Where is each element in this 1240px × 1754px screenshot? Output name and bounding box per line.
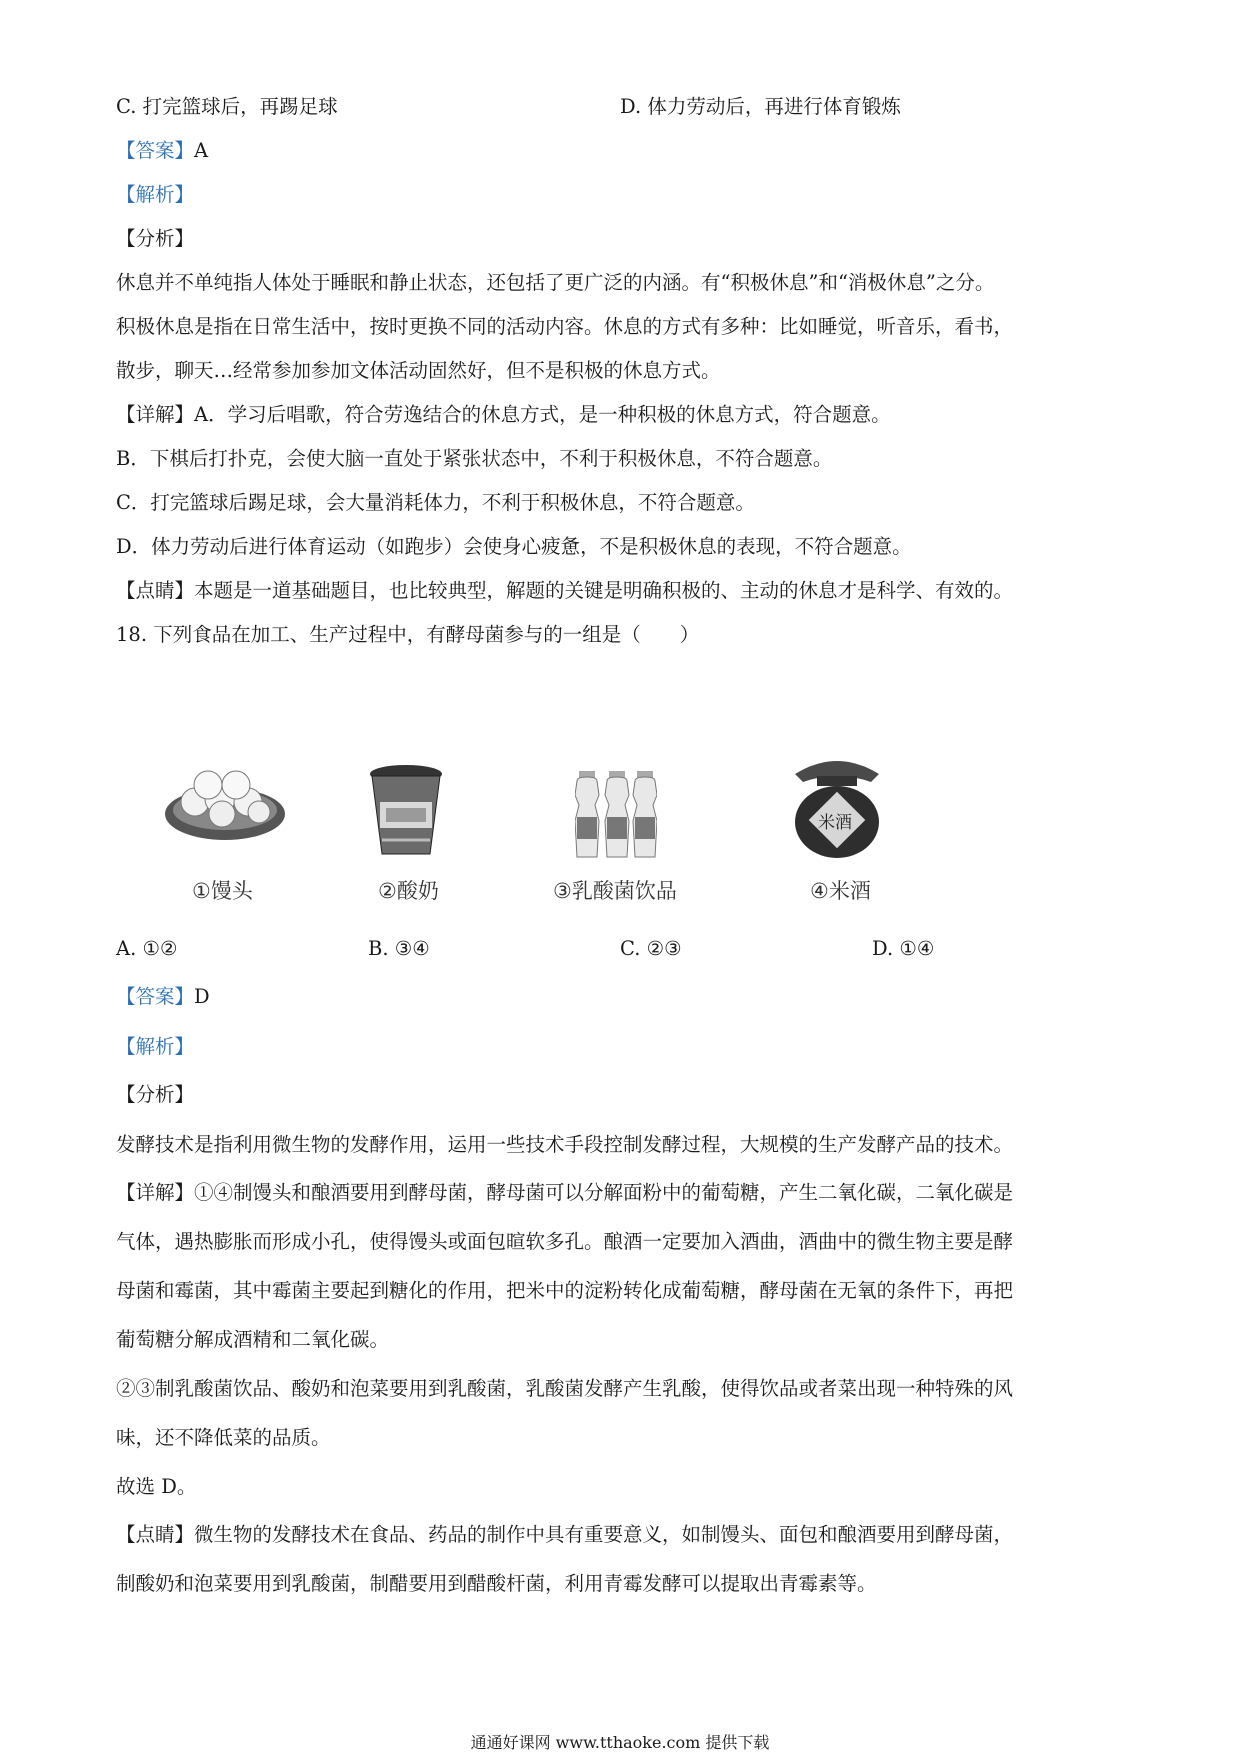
answer-value: D: [194, 985, 210, 1008]
rice-wine-jar-icon: [787, 752, 887, 862]
detail-tag: 【详解】: [116, 403, 195, 426]
q17-jiexi-tag: 【解析】: [116, 183, 195, 206]
answer-value: A: [194, 139, 209, 162]
q18-jiexi-tag: 【解析】: [116, 1035, 195, 1058]
lactic-drink-bottles-icon: [575, 765, 657, 861]
detail-tag: 【详解】: [116, 1181, 195, 1204]
q18-comment: [116, 1522, 1013, 1548]
q17-analysis-line-2: 积极休息是指在日常生活中，按时更换不同的活动内容。休息的方式有多种：比如睡觉，听音乐，看书，: [116, 315, 1014, 338]
q17-detail: [116, 402, 891, 428]
q18-detail: [116, 1180, 1013, 1206]
answer-tag: 【答案】: [116, 985, 195, 1008]
q17-option-c: C. 打完篮球后，再踢足球: [116, 95, 338, 118]
steamed-buns-icon: [160, 752, 290, 852]
q18-stem: 18. 下列食品在加工、生产过程中，有酵母菌参与的一组是（ ）: [116, 623, 700, 646]
page-footer: 通通好课网 www.tthaoke.com 提供下载: [470, 1733, 770, 1752]
q17-analysis-line-1: 休息并不单纯指人体处于睡眠和静止状态，还包括了更广泛的内涵。有“积极休息”和“消极休息”之分。: [116, 271, 995, 294]
q18-answer: [116, 984, 210, 1010]
comment-text: 本题是一道基础题目，也比较典型，解题的关键是明确积极的、主动的休息才是科学、有效的。: [194, 579, 1014, 602]
q17-analysis-line-3: 散步，聊天…经常参加参加文体活动固然好，但不是积极的休息方式。: [116, 359, 721, 382]
detail-text: ①④制馒头和酿酒要用到酵母菌，酵母菌可以分解面粉中的葡萄糖，产生二氧化碳，二氧化碳是: [194, 1181, 1014, 1204]
q17-comment: [116, 578, 1013, 604]
q18-conclusion: 故选 D。: [116, 1475, 197, 1498]
q18-detail-line-3: 母菌和霉菌，其中霉菌主要起到糖化的作用，把米中的淀粉转化成葡萄糖，酵母菌在无氧的条件下，再把: [116, 1279, 1014, 1302]
answer-tag: 【答案】: [116, 139, 195, 162]
detail-text: A．学习后唱歌，符合劳逸结合的休息方式，是一种积极的休息方式，符合题意。: [194, 403, 891, 426]
q18-option-d: D. ①④: [872, 937, 935, 960]
q18-fenxi-tag: 【分析】: [116, 1083, 195, 1106]
q18-detail-line-4: 葡萄糖分解成酒精和二氧化碳。: [116, 1328, 390, 1351]
comment-tag: 【点睛】: [116, 579, 195, 602]
comment-tag: 【点睛】: [116, 1523, 195, 1546]
yogurt-cup-icon: [368, 762, 444, 862]
figure-label-4: ④米酒: [810, 879, 871, 903]
comment-text: 微生物的发酵技术在食品、药品的制作中具有重要意义，如制馒头、面包和酿酒要用到酵母菌，: [194, 1523, 1014, 1546]
q17-detail-c: C．打完篮球后踢足球，会大量消耗体力，不利于积极休息，不符合题意。: [116, 491, 755, 514]
q18-option-a: A. ①②: [116, 937, 178, 960]
figure-label-2: ②酸奶: [378, 879, 439, 903]
q18-option-b: B. ③④: [368, 937, 430, 960]
q18-detail-line-2: 气体，遇热膨胀而形成小孔，使得馒头或面包暄软多孔。酿酒一定要加入酒曲，酒曲中的微生物主要是酵: [116, 1230, 1014, 1253]
figure-label-3: ③乳酸菌饮品: [553, 879, 677, 903]
q17-option-d: D. 体力劳动后，再进行体育锻炼: [620, 95, 901, 118]
q17-detail-d: D．体力劳动后进行体育运动（如跑步）会使身心疲惫，不是积极休息的表现，不符合题意。: [116, 535, 912, 558]
q18-comment-line-2: 制酸奶和泡菜要用到乳酸菌，制醋要用到醋酸杆菌，利用青霉发酵可以提取出青霉素等。: [116, 1572, 877, 1595]
jar-label-text: 米酒: [818, 813, 852, 833]
figure-label-1: ①馒头: [192, 879, 253, 903]
q18-analysis: 发酵技术是指利用微生物的发酵作用，运用一些技术手段控制发酵过程，大规模的生产发酵产品的技术。: [116, 1133, 1014, 1156]
q18-detail-line-5: ②③制乳酸菌饮品、酸奶和泡菜要用到乳酸菌，乳酸菌发酵产生乳酸，使得饮品或者菜出现一种特殊的风: [116, 1377, 1014, 1400]
q17-detail-b: B．下棋后打扑克，会使大脑一直处于紧张状态中，不利于积极休息，不符合题意。: [116, 447, 833, 470]
q18-option-c: C. ②③: [620, 937, 682, 960]
q17-answer: [116, 138, 208, 164]
q17-fenxi-tag: 【分析】: [116, 227, 195, 250]
q18-detail-line-6: 味，还不降低菜的品质。: [116, 1426, 331, 1449]
